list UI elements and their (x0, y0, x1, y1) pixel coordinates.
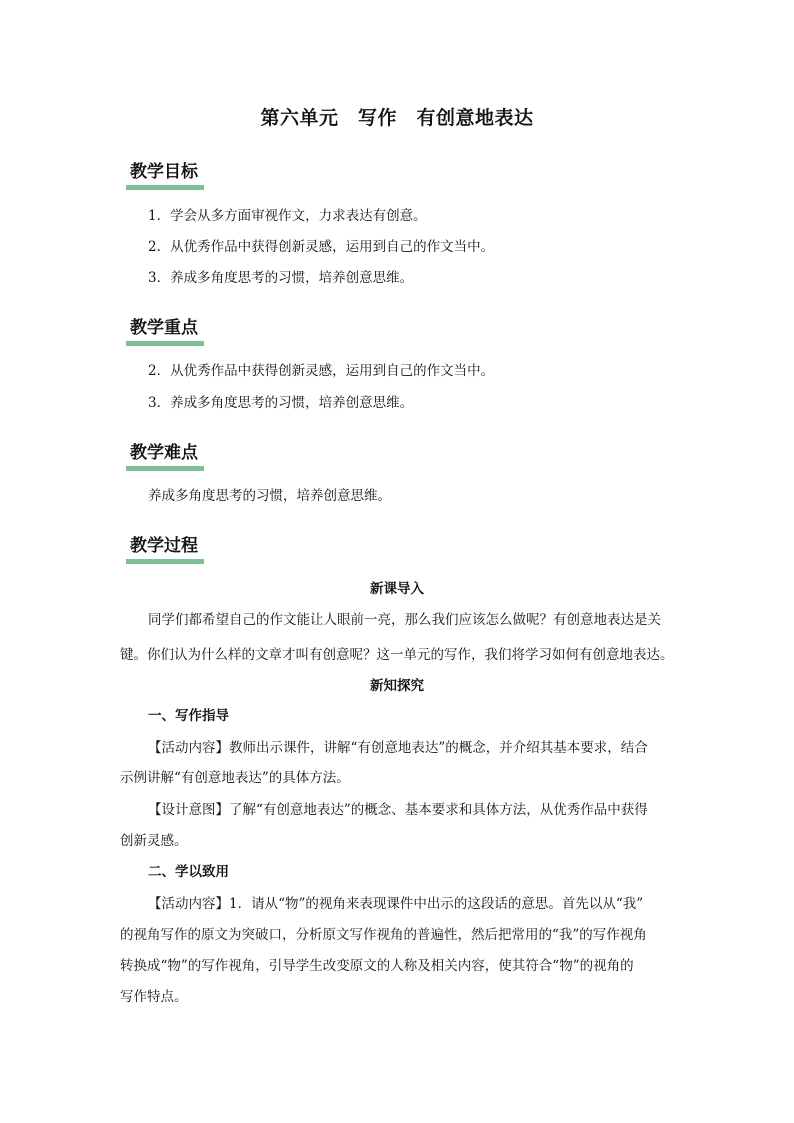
key-point-item-2: 3．养成多角度思考的习惯，培养创意思维。 (148, 395, 414, 411)
part2-activity-line-4: 写作特点。 (120, 989, 188, 1005)
part2-title: 二、学以致用 (148, 864, 229, 880)
difficulty-item-1: 养成多角度思考的习惯，培养创意思维。 (148, 488, 391, 504)
part1-intent-line-2: 创新灵感。 (120, 833, 188, 849)
section-heading-objectives: 教学目标 (126, 159, 204, 187)
part1-intent-line-1: 【设计意图】了解“有创意地表达”的概念、基本要求和具体方法，从优秀作品中获得 (148, 802, 648, 818)
subheading-intro: 新课导入 (370, 581, 424, 597)
objective-item-1: 1．学会从多方面审视作文，力求表达有创意。 (148, 208, 427, 224)
page-title: 第六单元 写作 有创意地表达 (260, 107, 534, 129)
section-heading-difficulties: 教学难点 (126, 440, 204, 468)
part1-activity-line-2: 示例讲解“有创意地表达”的具体方法。 (120, 770, 350, 786)
part2-activity-line-3: 转换成“物”的写作视角，引导学生改变原文的人称及相关内容，使其符合“物”的视角的 (120, 958, 634, 974)
part1-title: 一、写作指导 (148, 708, 229, 724)
subheading-explore: 新知探究 (370, 678, 424, 694)
part2-activity-line-2: 的视角写作的原文为突破口，分析原文写作视角的普遍性，然后把常用的“我”的写作视角 (120, 927, 647, 943)
part2-activity-line-1: 【活动内容】1．请从“物”的视角来表现课件中出示的这段话的意思。首先以从“我” (148, 896, 644, 912)
part1-activity-line-1: 【活动内容】教师出示课件，讲解“有创意地表达”的概念，并介绍其基本要求，结合 (148, 740, 648, 756)
intro-paragraph-line-1: 同学们都希望自己的作文能让人眼前一亮，那么我们应该怎么做呢？有创意地表达是关 (148, 612, 661, 628)
section-heading-process: 教学过程 (126, 533, 204, 561)
intro-paragraph-line-2: 键。你们认为什么样的文章才叫有创意呢？这一单元的写作，我们将学习如何有创意地表达。 (120, 647, 674, 663)
section-heading-key-points: 教学重点 (126, 315, 204, 343)
key-point-item-1: 2．从优秀作品中获得创新灵感，运用到自己的作文当中。 (148, 363, 495, 379)
objective-item-2: 2．从优秀作品中获得创新灵感，运用到自己的作文当中。 (148, 239, 495, 255)
objective-item-3: 3．养成多角度思考的习惯，培养创意思维。 (148, 270, 414, 286)
